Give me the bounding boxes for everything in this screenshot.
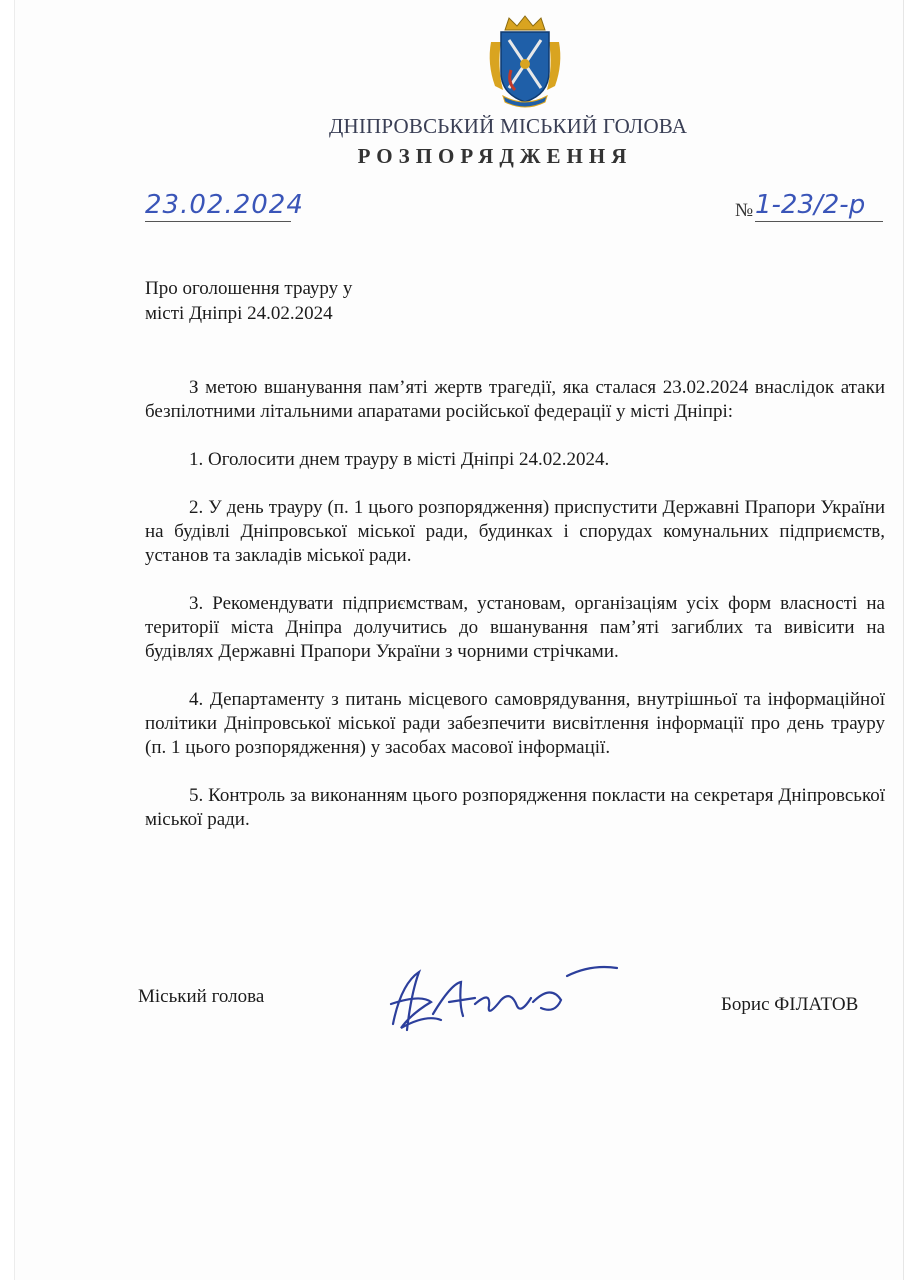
number-label: № <box>735 200 754 221</box>
list-item: 5. Контроль за виконанням цього розпорядження покласти на секретаря Дніпровської міської ради. <box>145 785 885 830</box>
signer-name: Борис ФІЛАТОВ <box>721 994 859 1015</box>
intro-paragraph: З метою вшанування пам’яті жертв трагедії, яка сталася 23.02.2024 внаслідок атаки безпілотними літальними апаратами російської федерації у місті Дніпрі: <box>145 377 885 422</box>
document-date: 23.02.2024 <box>145 190 304 220</box>
document-subject <box>145 276 445 326</box>
document-body <box>145 376 885 856</box>
document-page <box>14 0 904 1280</box>
handwritten-signature <box>371 954 621 1044</box>
signer-position: Міський голова <box>138 986 265 1007</box>
subject-line: Про оголошення трауру у <box>145 278 353 299</box>
list-item: 4. Департаменту з питань місцевого самоврядування, внутрішньої та інформаційної політики Дніпровської міської ради забезпечити висвітлення інформації про день трауру (п. 1 цього розпорядження) у засобах масової інформації. <box>145 689 885 758</box>
list-item: 1. Оголосити днем трауру в місті Дніпрі 24.02.2024. <box>189 449 610 470</box>
dnipro-coat-of-arms-icon <box>485 14 565 108</box>
document-number: 1-23/2-р <box>755 190 883 222</box>
organization-title: ДНІПРОВСЬКИЙ МІСЬКИЙ ГОЛОВА <box>328 114 688 138</box>
subject-line: місті Дніпрі 24.02.2024 <box>145 303 333 324</box>
list-item: 2. У день трауру (п. 1 цього розпорядження) приспустити Державні Прапори України на будівлі Дніпровської міської ради, будинках і спорудах комунальних підприємств, установ та закладів міської ради. <box>145 497 885 566</box>
list-item: 3. Рекомендувати підприємствам, установам, організаціям усіх форм власності на території міста Дніпра долучитись до вшанування пам’яті загиблих та вивісити на будівлях Державні Прапори України з чорними стрічками. <box>145 593 885 662</box>
document-type-title: РОЗПОРЯДЖЕННЯ <box>357 144 633 168</box>
